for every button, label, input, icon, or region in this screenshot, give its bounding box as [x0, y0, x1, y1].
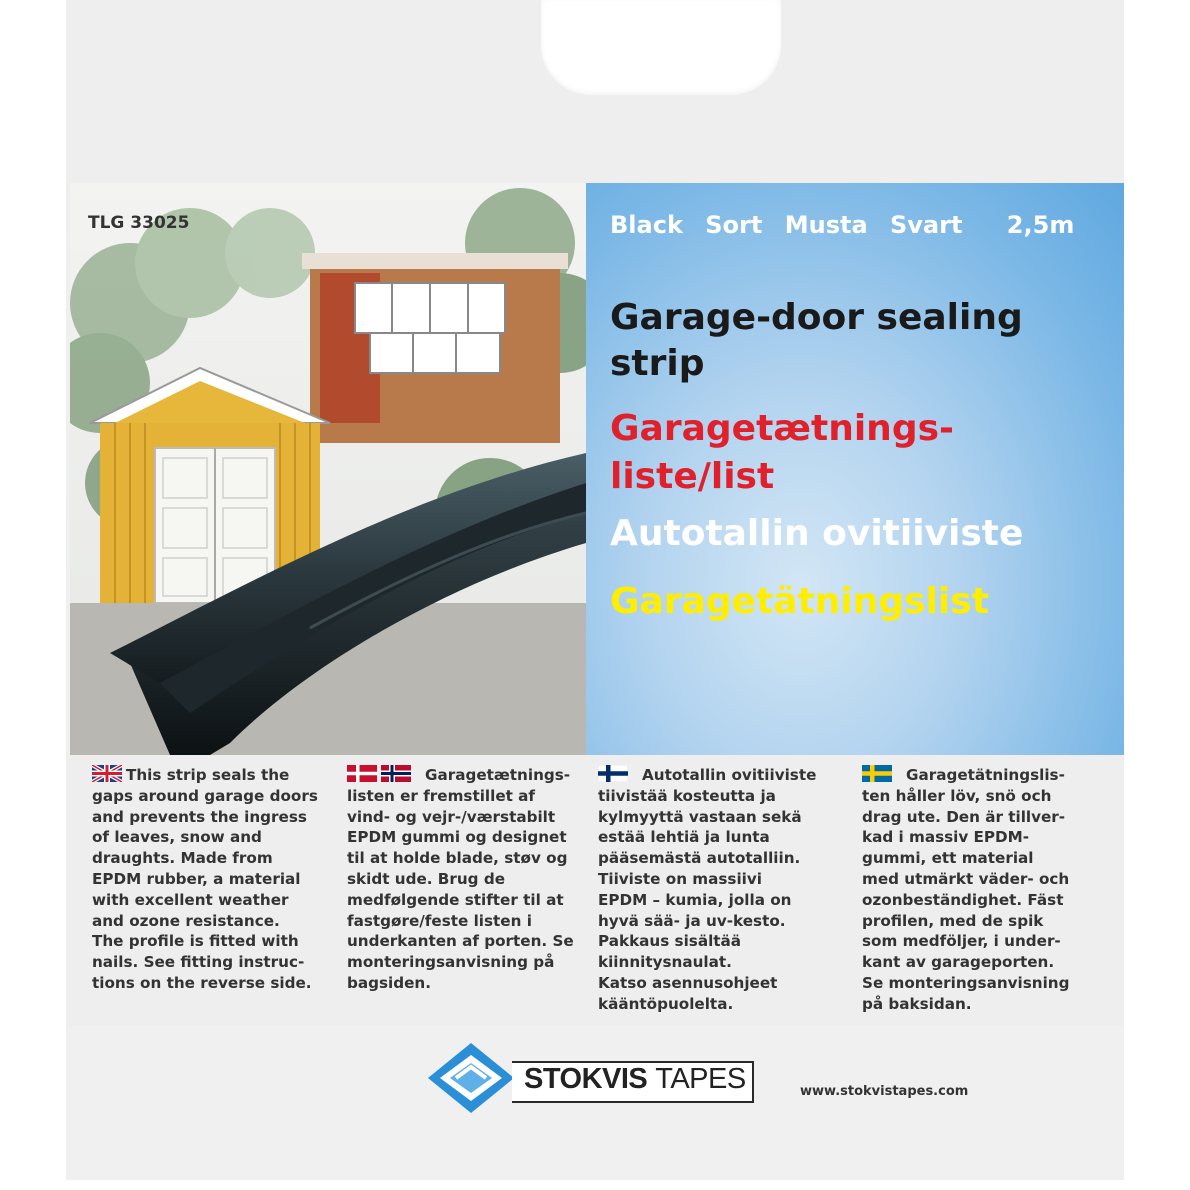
- denmark-flag-icon: [347, 765, 377, 782]
- uk-flag-icon: [92, 765, 122, 782]
- description-line: Garagetætnings-: [425, 766, 571, 784]
- color-swedish: Svart: [890, 211, 963, 239]
- description-line: kant av garageporten.: [862, 953, 1055, 972]
- title-english-line2: strip: [610, 343, 705, 384]
- brand-name: [524, 1063, 746, 1096]
- title-danish: [610, 405, 1110, 501]
- color-danish: Sort: [705, 211, 763, 239]
- description-swedish: [862, 765, 1094, 1015]
- finland-flag-icon: [598, 765, 628, 782]
- description-line: pääsemästä autotalliin.: [598, 849, 801, 868]
- product-photo: [70, 183, 586, 755]
- hang-hole: [541, 0, 781, 95]
- description-line: fastgøre/feste listen i: [347, 911, 532, 930]
- description-line: kad i massiv EPDM-: [862, 828, 1030, 847]
- description-line: ozonbeständighet. Fäst: [862, 890, 1064, 909]
- description-line: Katso asennusohjeet: [598, 973, 778, 992]
- description-line: underkanten af porten. Se: [347, 932, 574, 951]
- description-line: listen er fremstillet af: [347, 786, 536, 805]
- description-line: and ozone resistance.: [92, 911, 280, 930]
- garage-illustration: [70, 183, 586, 755]
- title-swedish: Garagetätningslist: [610, 581, 989, 622]
- description-danish-norwegian: [347, 765, 585, 994]
- description-line: Autotallin ovitiiviste: [642, 766, 817, 784]
- description-line: drag ute. Den är tillver-: [862, 807, 1066, 826]
- description-line: ten håller löv, snö och: [862, 786, 1052, 805]
- description-line: The profile is fitted with: [92, 932, 299, 951]
- description-line: kääntöpuolelta.: [598, 994, 734, 1013]
- description-line: estää lehtiä ja lunta: [598, 828, 770, 847]
- info-panel: [586, 183, 1124, 755]
- description-line: with excellent weather: [92, 890, 289, 909]
- description-line: som medföljer, i under-: [862, 932, 1061, 951]
- description-line: kylmyyttä vastaan sekä: [598, 807, 802, 826]
- description-line: This strip seals the: [126, 766, 290, 784]
- description-line: monteringsanvisning på: [347, 953, 555, 972]
- description-line: Se monteringsanvisning: [862, 973, 1070, 992]
- description-line: medfølgende stifter til at: [347, 890, 564, 909]
- description-line: til at holde blade, støv og: [347, 849, 568, 868]
- description-line: på baksidan.: [862, 994, 972, 1013]
- stokvis-logo-icon: [426, 1041, 516, 1115]
- description-line: vind- og vejr-/værstabilt: [347, 807, 556, 826]
- product-length: 2,5m: [1006, 211, 1075, 239]
- description-english: [92, 765, 330, 994]
- footer: [66, 1027, 1124, 1180]
- description-line: and prevents the ingress: [92, 807, 307, 826]
- color-english: Black: [610, 211, 683, 239]
- description-line: draughts. Made from: [92, 849, 273, 868]
- description-line: EPDM rubber, a material: [92, 869, 301, 888]
- sku-label: TLG 33025: [88, 213, 190, 233]
- title-finnish: Autotallin ovitiiviste: [610, 513, 1024, 554]
- description-line: hyvä sää- ja uv-kesto.: [598, 911, 786, 930]
- description-line: Garagetätningslis-: [906, 766, 1065, 784]
- website-url: www.stokvistapes.com: [800, 1084, 969, 1099]
- description-line: Pakkaus sisältää: [598, 932, 742, 951]
- description-line: tiivistää kosteutta ja: [598, 786, 776, 805]
- description-line: kiinnitysnaulat.: [598, 953, 732, 972]
- title-english-line1: Garage-door sealing: [610, 297, 1023, 338]
- brand-logo: [426, 1037, 756, 1111]
- sweden-flag-icon: [862, 765, 892, 782]
- description-line: gaps around garage doors: [92, 786, 318, 805]
- description-line: profilen, med de spik: [862, 911, 1044, 930]
- description-line: EPDM gummi og designet: [347, 828, 567, 847]
- brand-name-suffix: TAPES: [655, 1063, 746, 1095]
- description-line: skidt ude. Brug de: [347, 869, 506, 888]
- title-danish-line1: Garagetætnings-: [610, 408, 954, 449]
- description-line: EPDM – kumia, jolla on: [598, 890, 792, 909]
- descriptions: [66, 755, 1124, 1027]
- description-finnish: [598, 765, 836, 1015]
- description-line: tions on the reverse side.: [92, 973, 312, 992]
- description-line: of leaves, snow and: [92, 828, 262, 847]
- description-line: Tiiviste on massiivi: [598, 869, 762, 888]
- description-line: nails. See fitting instruc-: [92, 953, 305, 972]
- norway-flag-icon: [381, 765, 411, 782]
- description-line: bagsiden.: [347, 973, 431, 992]
- brand-name-main: STOKVIS: [524, 1063, 648, 1095]
- title-english: [610, 295, 1110, 387]
- description-line: med utmärkt väder- och: [862, 869, 1070, 888]
- back-garage: [302, 253, 568, 443]
- color-finnish: Musta: [784, 211, 868, 239]
- color-variants: [610, 211, 1082, 239]
- title-danish-line2: liste/list: [610, 456, 775, 497]
- description-line: gummi, ett material: [862, 849, 1034, 868]
